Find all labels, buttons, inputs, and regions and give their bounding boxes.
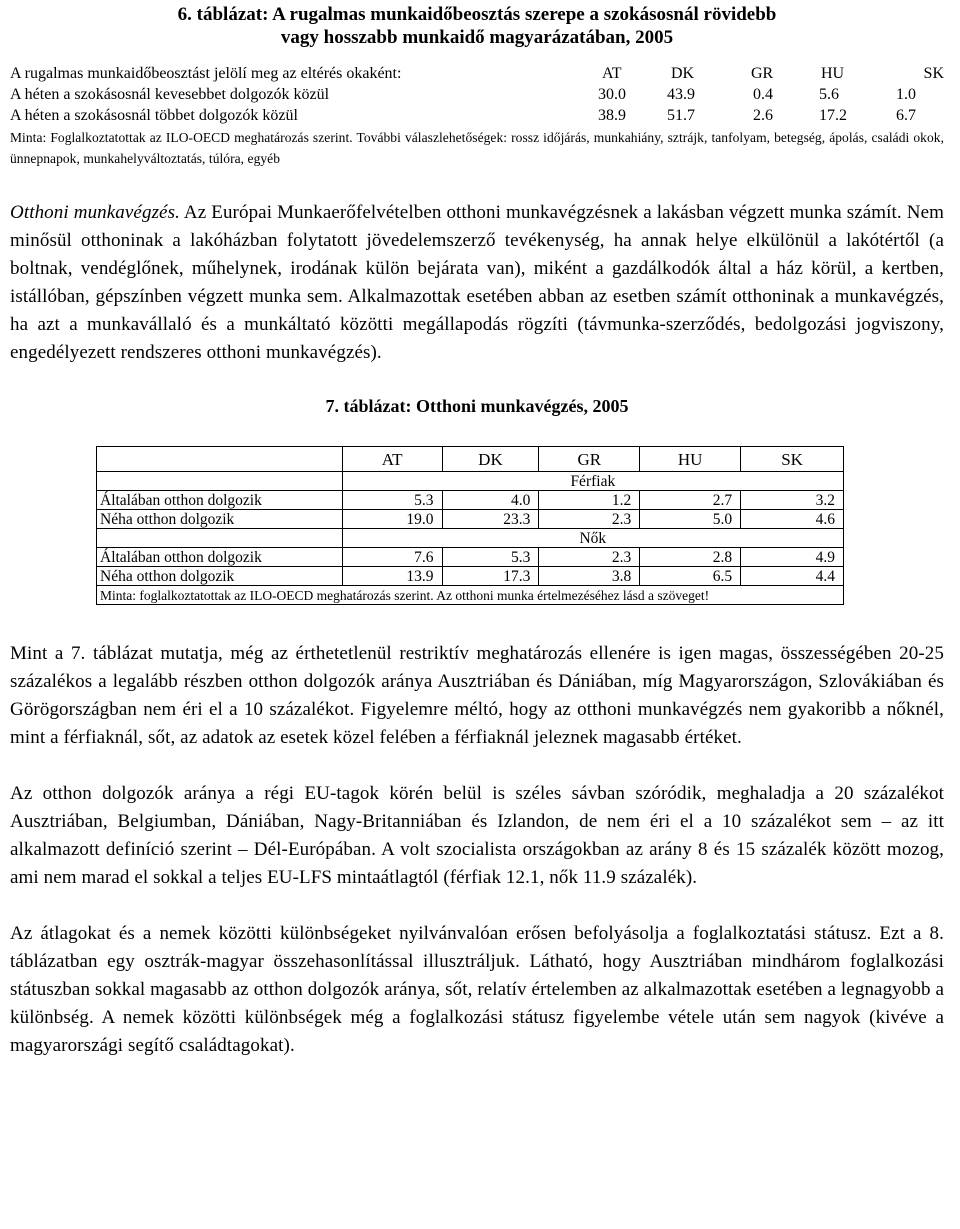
table7-title: 7. táblázat: Otthoni munkavégzés, 2005 xyxy=(325,396,629,416)
table7-header-row xyxy=(97,447,844,472)
table6-row-label: A héten a szokásosnál kevesebbet dolgozók közül xyxy=(10,86,330,103)
table6-cell: 30.0 xyxy=(598,86,626,103)
table7-cell: 2.7 xyxy=(640,491,741,510)
table7-cell: 3.8 xyxy=(539,567,640,586)
table7-cell: 1.2 xyxy=(539,491,640,510)
table7-group-spacer xyxy=(97,472,343,491)
table7-cell: 2.3 xyxy=(539,510,640,529)
table6-cell: 17.2 xyxy=(819,107,847,124)
table7-col-dk: DK xyxy=(442,447,539,472)
table7-cell: 4.0 xyxy=(442,491,539,510)
table7-cell: 2.3 xyxy=(539,548,640,567)
table6-col-dk: DK xyxy=(671,65,695,82)
table7-cell: 17.3 xyxy=(442,567,539,586)
table7-row-label: Általában otthon dolgozik xyxy=(97,491,343,510)
table-row xyxy=(97,510,844,529)
table7-cell: 23.3 xyxy=(442,510,539,529)
table-row xyxy=(97,548,844,567)
table7-cell: 5.0 xyxy=(640,510,741,529)
table6-cell: 43.9 xyxy=(667,86,695,103)
table7-note-row xyxy=(97,586,844,605)
table6-title xyxy=(10,3,944,49)
table7-cell: 3.2 xyxy=(741,491,844,510)
table7-group-spacer xyxy=(97,529,343,548)
paragraph-status-effects: Az átlagokat és a nemek közötti különbségeket nyilvánvalóan erősen befolyásolja a foglalkoztatási státusz. Ezt a 8. táblázatban egy osztrák-magyar összehasonlítással illusztráljuk. Látható, hogy Ausztriában mindhárom foglalkozási státuszban sokkal magasabb az otthon dolgozók aránya, sőt, relatív értelemben az alkalmazottak esetében a legnagyobb a különbség. A nemek közötti különbségek még a foglalkozási státusz figyelembe vétele után sem nagyok (kivéve a magyarországi segítő családtagokat). xyxy=(10,923,944,1056)
table7-cell: 13.9 xyxy=(342,567,442,586)
table7-note: Minta: foglalkoztatottak az ILO-OECD meghatározás szerint. Az otthoni munka értelmezéséhez lásd a szöveget! xyxy=(97,586,844,605)
table7-cell: 19.0 xyxy=(342,510,442,529)
paragraph-eu-comparison: Az otthon dolgozók aránya a régi EU-tagok körén belül is széles sávban szóródik, meghaladja a 20 százalékot Ausztriában, Belgiumban, Dániában, Nagy-Britanniában és Izlandon, de nem éri el a 10 százalékot sem – az itt alkalmazott definíció szerint – Dél-Európában. A volt szocialista országokban az arány 8 és 15 százalék között mozog, ami nem marad el sokkal a teljes EU-LFS mintaátlagtól (férfiak 12.1, nők 11.9 százalék). xyxy=(10,783,944,888)
paragraph-body: Az Európai Munkaerőfelvételben otthoni munkavégzésnek a lakásban végzett munka számít. Nem minősül otthoninak a lakóházban folytatott jövedelemszerző tevékenység, ha annak helye elkülönül a lakótértől (a boltnak, vendéglőnek, műhelynek, irodának külön bejárata van), miként a gazdálkodók által a ház körül, a kertben, istállóban, gépszínben végzett munka sem. Alkalmazottak esetében abban az esetben számít otthoninak a munkavégzés, ha azt a munkavállaló és a munkáltató közötti megállapodás rögzíti (távmunka-szerződés, bedolgozási jogviszony, engedélyezett rendszeres otthoni munkavégzés). xyxy=(10,202,944,363)
table6-cell: 6.7 xyxy=(896,107,916,124)
table7-cell: 4.9 xyxy=(741,548,844,567)
table7-cell: 6.5 xyxy=(640,567,741,586)
document-page xyxy=(10,0,944,1060)
table-row xyxy=(97,491,844,510)
table6-row xyxy=(10,84,944,105)
table7 xyxy=(96,446,844,605)
table7-cell: 7.6 xyxy=(342,548,442,567)
table7-cell: 5.3 xyxy=(342,491,442,510)
table7-cell: 4.4 xyxy=(741,567,844,586)
paragraph-table7-discussion: Mint a 7. táblázat mutatja, még az érthetetlenül restriktív meghatározás ellenére is igen magas, összességében 20-25 százalékos a legalább részben otthon dolgozók aránya Ausztriában és Dániában, míg Magyarországon, Szlovákiában és Görögországban nem éri el a 10 százalékot. Figyelemre méltó, hogy az otthoni munkavégzés nem gyakoribb a nőknél, mint a férfiaknál, sőt, az adatok az esetek közel felében a férfiaknál jeleznek magasabb értéket. xyxy=(10,643,944,748)
table7-row-label: Általában otthon dolgozik xyxy=(97,548,343,567)
table7-group-men: Férfiak xyxy=(342,472,843,491)
table6-header-label: A rugalmas munkaidőbeosztást jelölí meg az eltérés okaként: xyxy=(10,65,402,82)
table7-col-sk: SK xyxy=(741,447,844,472)
table6-note: Minta: Foglalkoztatottak az ILO-OECD meghatározás szerint. További válaszlehetőségek: rossz időjárás, munkahiány, sztrájk, tanfolyam, betegség, ápolás, családi okok, ünnepnapok, munkahelyváltoztatás, túlóra, egyéb xyxy=(10,130,944,166)
table6-cell: 2.6 xyxy=(753,107,773,124)
table6-cell: 5.6 xyxy=(819,86,839,103)
table6-col-sk: SK xyxy=(923,65,944,82)
paragraph-home-work xyxy=(10,199,944,367)
table6-col-hu: HU xyxy=(821,65,845,82)
table7-header-empty xyxy=(97,447,343,472)
table6-col-gr: GR xyxy=(751,65,774,82)
table6-cell: 0.4 xyxy=(753,86,773,103)
table7-cell: 4.6 xyxy=(741,510,844,529)
table7-col-gr: GR xyxy=(539,447,640,472)
table6-row xyxy=(10,105,944,126)
table7-col-hu: HU xyxy=(640,447,741,472)
table7-cell: 5.3 xyxy=(442,548,539,567)
table6-cell: 1.0 xyxy=(896,86,916,103)
table6-row-label: A héten a szokásosnál többet dolgozók közül xyxy=(10,107,298,124)
table7-row-label: Néha otthon dolgozik xyxy=(97,567,343,586)
table-row xyxy=(97,567,844,586)
table6-title-line1: 6. táblázat: A rugalmas munkaidőbeosztás szerepe a szokásosnál rövidebb xyxy=(177,4,777,25)
table7-group-row xyxy=(97,529,844,548)
table6-header-row xyxy=(10,63,944,84)
table6-cell: 51.7 xyxy=(667,107,695,124)
table6-col-at: AT xyxy=(602,65,622,82)
table6 xyxy=(10,63,944,169)
paragraph-lead: Otthoni munkavégzés. xyxy=(10,202,180,223)
table7-col-at: AT xyxy=(342,447,442,472)
table7-row-label: Néha otthon dolgozik xyxy=(97,510,343,529)
table7-group-women: Nők xyxy=(342,529,843,548)
table6-title-line2: vagy hosszabb munkaidő magyarázatában, 2005 xyxy=(280,27,674,48)
table6-cell: 38.9 xyxy=(598,107,626,124)
table7-group-row xyxy=(97,472,844,491)
table7-cell: 2.8 xyxy=(640,548,741,567)
